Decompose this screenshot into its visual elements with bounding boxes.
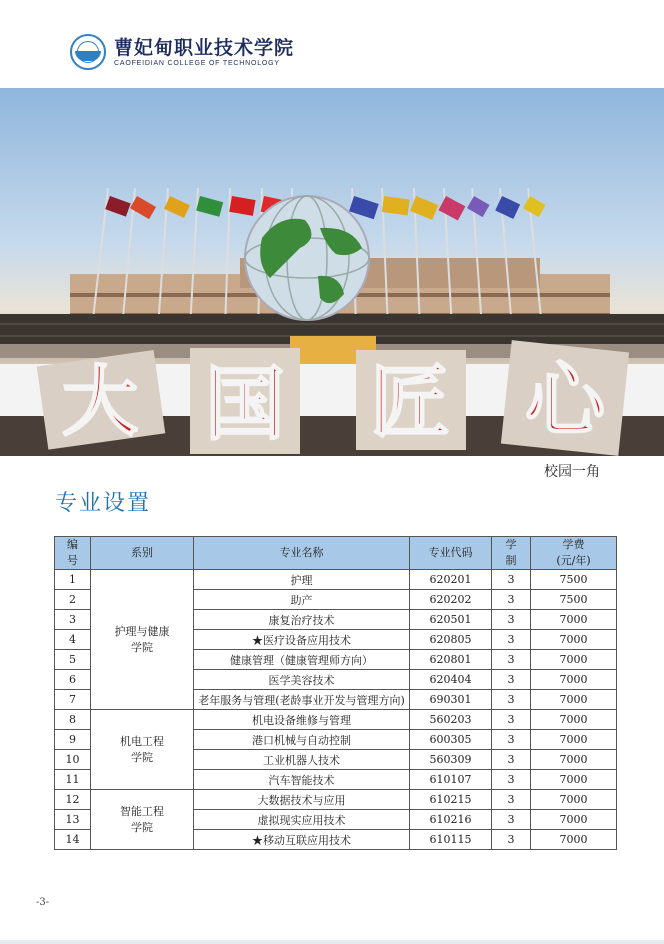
cell-major-code: 690301 (410, 690, 492, 710)
cell-major-name: 护理 (194, 570, 410, 590)
cell-fee: 7000 (531, 790, 617, 810)
header-department: 系别 (91, 537, 194, 570)
cell-years: 3 (492, 570, 531, 590)
cell-no: 9 (55, 730, 91, 750)
header-years: 学 制 (492, 537, 531, 570)
cell-fee: 7000 (531, 730, 617, 750)
bottom-rule (0, 940, 664, 944)
cell-major-name: 大数据技术与应用 (194, 790, 410, 810)
sign-char-2: 国 (205, 357, 285, 451)
cell-department (91, 570, 194, 710)
cell-years: 3 (492, 650, 531, 670)
photo-caption: 校园一角 (544, 464, 600, 480)
header-no: 编 号 (55, 537, 91, 570)
cell-fee: 7500 (531, 590, 617, 610)
cell-no: 3 (55, 610, 91, 630)
cell-no: 13 (55, 810, 91, 830)
cell-no: 4 (55, 630, 91, 650)
cell-major-name: ★医疗设备应用技术 (194, 630, 410, 650)
cell-fee: 7000 (531, 690, 617, 710)
cell-no: 5 (55, 650, 91, 670)
cell-no: 14 (55, 830, 91, 850)
cell-no: 8 (55, 710, 91, 730)
cell-fee: 7000 (531, 810, 617, 830)
cell-fee: 7000 (531, 670, 617, 690)
cell-fee: 7000 (531, 710, 617, 730)
school-logo (70, 34, 294, 70)
cell-fee: 7000 (531, 830, 617, 850)
cell-years: 3 (492, 670, 531, 690)
cell-major-name: 港口机械与自动控制 (194, 730, 410, 750)
cell-major-code: 620801 (410, 650, 492, 670)
table-header-row (55, 537, 617, 570)
cell-department (91, 790, 194, 850)
cell-major-name: 工业机器人技术 (194, 750, 410, 770)
header-fee: 学费 (元/年) (531, 537, 617, 570)
cell-major-name: 机电设备维修与管理 (194, 710, 410, 730)
table-row (55, 570, 617, 590)
department-name-line: 护理与健康 (114, 624, 170, 638)
page-number: -3- (36, 897, 50, 908)
cell-major-code: 620404 (410, 670, 492, 690)
cell-major-code: 560309 (410, 750, 492, 770)
table-row (55, 710, 617, 730)
cell-no: 10 (55, 750, 91, 770)
cell-years: 3 (492, 610, 531, 630)
cell-years: 3 (492, 710, 531, 730)
cell-no: 2 (55, 590, 91, 610)
cell-major-code: 620501 (410, 610, 492, 630)
cell-fee: 7000 (531, 770, 617, 790)
cell-major-code: 610216 (410, 810, 492, 830)
cell-major-code: 610215 (410, 790, 492, 810)
school-name (114, 38, 294, 67)
cell-major-code: 600305 (410, 730, 492, 750)
cell-department (91, 710, 194, 790)
cell-no: 12 (55, 790, 91, 810)
cell-major-code: 560203 (410, 710, 492, 730)
cell-years: 3 (492, 790, 531, 810)
department-name-line: 学院 (131, 750, 153, 764)
department-name-line: 机电工程 (120, 734, 164, 748)
cell-years: 3 (492, 590, 531, 610)
cell-major-name: ★移动互联应用技术 (194, 830, 410, 850)
cell-major-code: 620202 (410, 590, 492, 610)
cell-years: 3 (492, 830, 531, 850)
sign-char-1: 大 (62, 357, 138, 446)
cell-major-name: 助产 (194, 590, 410, 610)
cell-no: 6 (55, 670, 91, 690)
cell-years: 3 (492, 770, 531, 790)
cell-fee: 7000 (531, 610, 617, 630)
cell-major-name: 虚拟现实应用技术 (194, 810, 410, 830)
cell-fee: 7500 (531, 570, 617, 590)
cell-major-name: 汽车智能技术 (194, 770, 410, 790)
table-row (55, 790, 617, 810)
department-name-line: 学院 (131, 820, 153, 834)
campus-photo (0, 88, 664, 456)
cell-major-name: 健康管理（健康管理师方向） (194, 650, 410, 670)
cell-years: 3 (492, 690, 531, 710)
cell-no: 1 (55, 570, 91, 590)
cell-major-name: 医学美容技术 (194, 670, 410, 690)
department-name-line: 智能工程 (120, 804, 164, 818)
cell-years: 3 (492, 730, 531, 750)
majors-table (54, 536, 617, 850)
cell-major-code: 610107 (410, 770, 492, 790)
department-name-line: 学院 (131, 640, 153, 654)
cell-major-code: 620805 (410, 630, 492, 650)
cell-major-code: 620201 (410, 570, 492, 590)
cell-fee: 7000 (531, 650, 617, 670)
cell-major-code: 610115 (410, 830, 492, 850)
header-major-code: 专业代码 (410, 537, 492, 570)
header-major-name: 专业名称 (194, 537, 410, 570)
cell-fee: 7000 (531, 750, 617, 770)
sign-char-4: 心 (525, 353, 605, 447)
cell-no: 11 (55, 770, 91, 790)
sign-char-3: 匠 (370, 355, 450, 449)
cell-years: 3 (492, 750, 531, 770)
cell-major-name: 康复治疗技术 (194, 610, 410, 630)
school-name-en: CAOFEIDIAN COLLEGE OF TECHNOLOGY (114, 59, 280, 67)
cell-no: 7 (55, 690, 91, 710)
cell-fee: 7000 (531, 630, 617, 650)
cell-major-name: 老年服务与管理(老龄事业开发与管理方向) (194, 690, 410, 710)
table-body (55, 570, 617, 850)
section-title: 专业设置 (55, 491, 152, 516)
campus-photo-illustration (0, 88, 664, 456)
cell-years: 3 (492, 810, 531, 830)
cell-years: 3 (492, 630, 531, 650)
school-name-cn: 曹妃甸职业技术学院 (114, 36, 295, 59)
school-emblem-icon (70, 34, 106, 70)
